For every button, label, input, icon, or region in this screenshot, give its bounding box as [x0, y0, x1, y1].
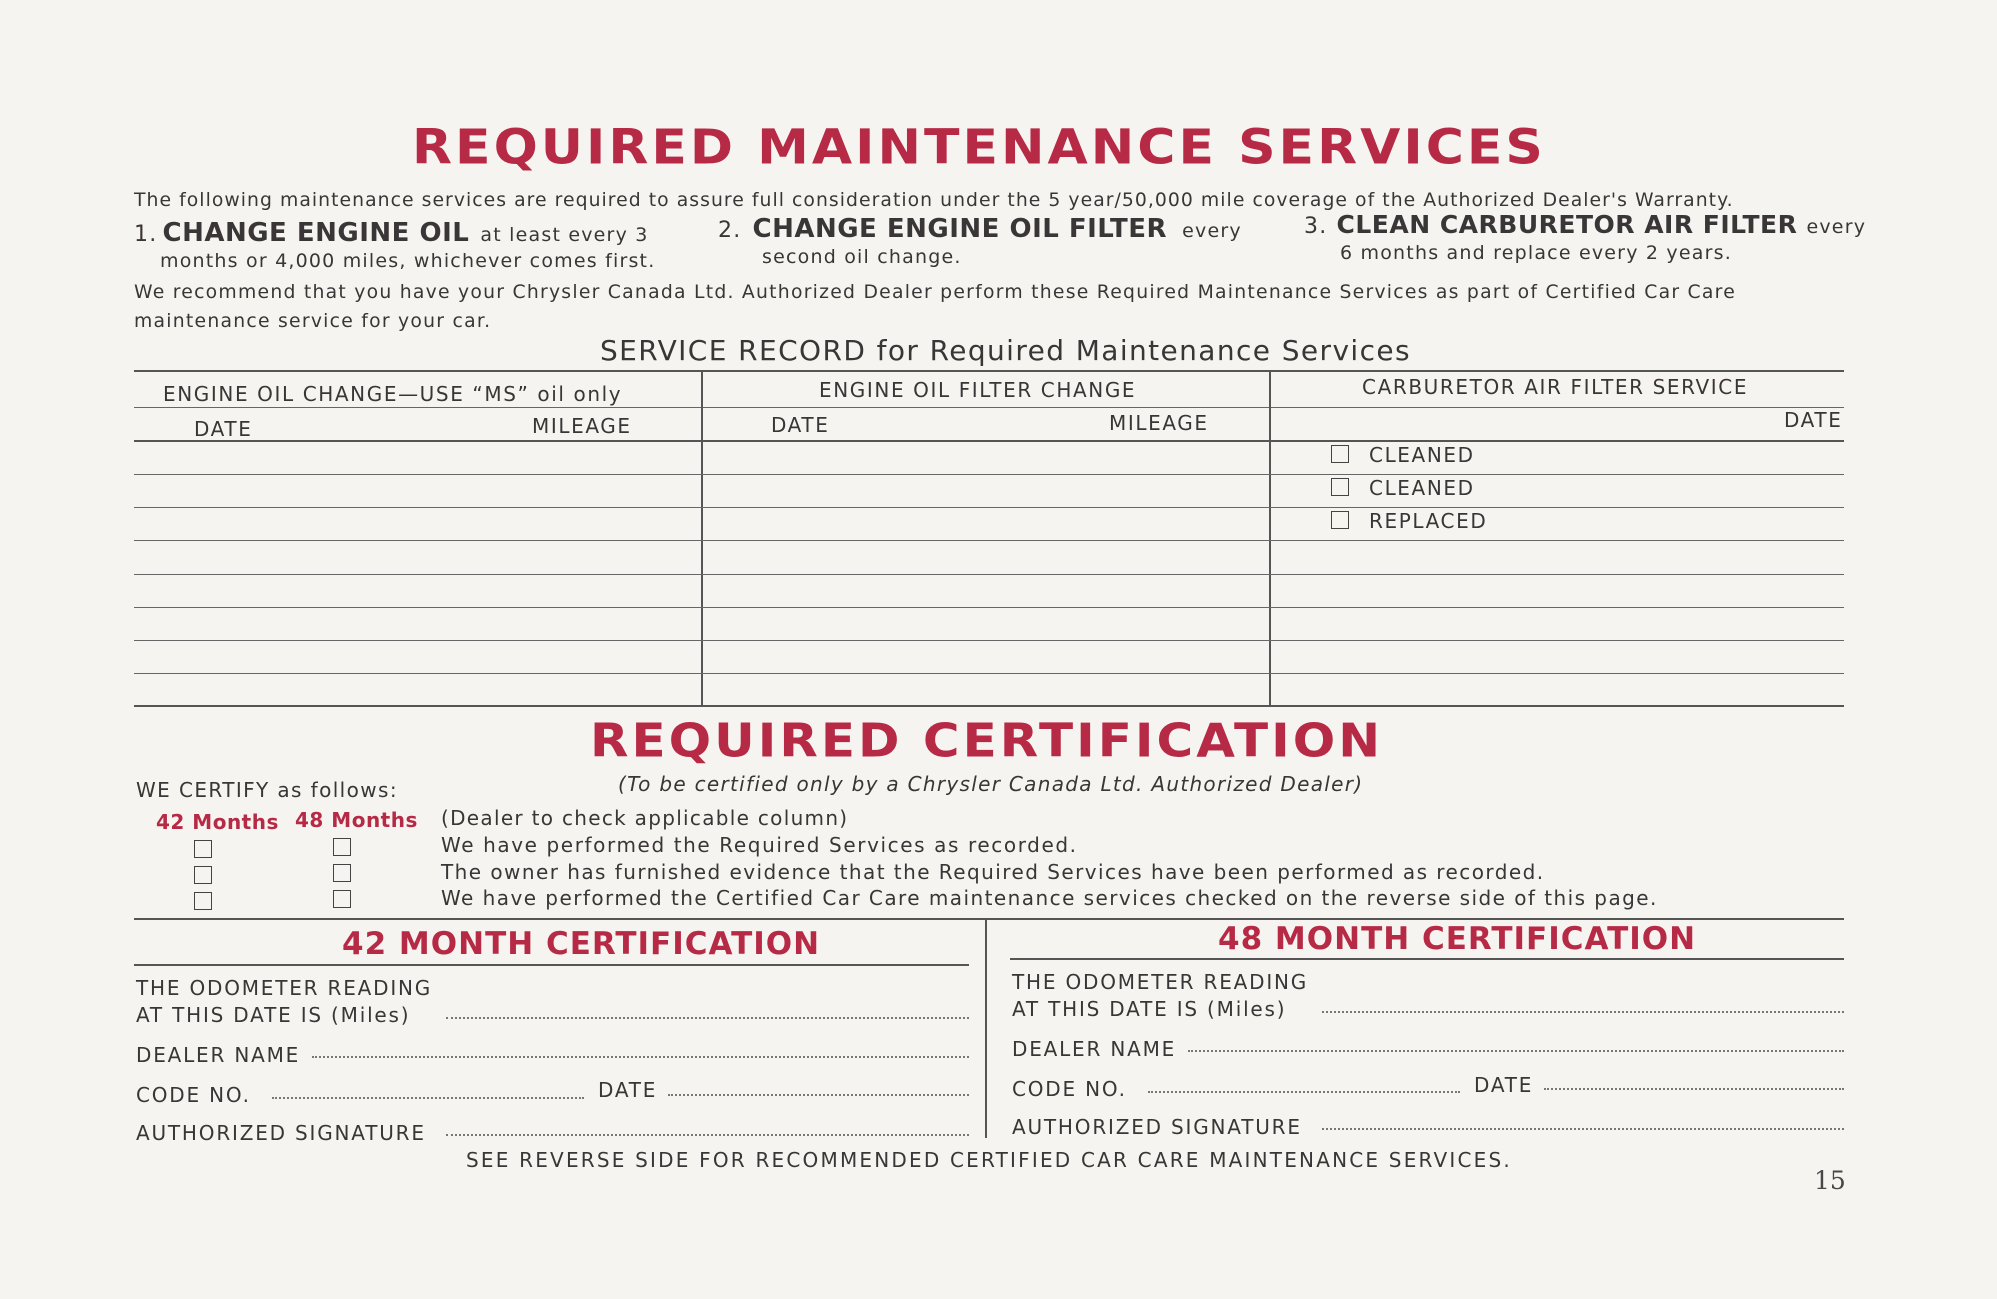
certify-statement: We have performed the Certified Car Care maintenance services checked on the reverse side of this page.	[441, 886, 1658, 910]
air-filter-replaced-checkbox[interactable]	[1331, 511, 1349, 529]
column-subheader-mileage: MILEAGE	[1109, 411, 1209, 435]
date-label: DATE	[1474, 1073, 1534, 1097]
we-certify-label: WE CERTIFY as follows:	[136, 778, 398, 802]
page-title: REQUIRED MAINTENANCE SERVICES	[412, 120, 1546, 176]
table-bottom-rule	[134, 705, 1844, 707]
signature-label: AUTHORIZED SIGNATURE	[136, 1121, 426, 1145]
odometer-field[interactable]	[446, 1017, 969, 1019]
column-subheader-mileage: MILEAGE	[532, 414, 632, 438]
date-label: DATE	[598, 1078, 658, 1102]
odometer-field[interactable]	[1322, 1011, 1844, 1013]
code-no-label: CODE NO.	[136, 1083, 251, 1107]
certify-48-checkbox[interactable]	[333, 864, 351, 882]
column-subheader-date: DATE	[1784, 408, 1843, 432]
certify-42-checkbox[interactable]	[194, 892, 212, 910]
date-field[interactable]	[668, 1094, 969, 1096]
dealer-name-label: DEALER NAME	[1012, 1037, 1177, 1061]
column-divider	[1269, 370, 1271, 706]
certification-title: REQUIRED CERTIFICATION	[590, 714, 1384, 768]
service-number: 3.	[1304, 214, 1328, 239]
table-row[interactable]	[134, 507, 1844, 508]
table-subheader-rule	[134, 440, 1844, 442]
service-item-3-detail: 6 months and replace every 2 years.	[1340, 242, 1732, 264]
certify-statement: We have performed the Required Services as recorded.	[441, 833, 1078, 857]
certify-42-checkbox[interactable]	[194, 866, 212, 884]
dealer-check-note: (Dealer to check applicable column)	[441, 806, 849, 830]
service-item-2	[718, 214, 1242, 244]
air-filter-check-label: REPLACED	[1369, 509, 1488, 533]
column-42-months: 42 Months	[156, 810, 279, 834]
service-detail: at least every 3	[480, 224, 649, 246]
air-filter-cleaned-checkbox[interactable]	[1331, 478, 1349, 496]
table-row[interactable]	[134, 474, 1844, 475]
recommend-line-1: We recommend that you have your Chrysler Canada Ltd. Authorized Dealer perform these Required Maintenance Services as part of Certified Car Care	[134, 282, 1737, 303]
air-filter-cleaned-checkbox[interactable]	[1331, 445, 1349, 463]
service-number: 2.	[718, 218, 742, 243]
footer-note: SEE REVERSE SIDE FOR RECOMMENDED CERTIFIED CAR CARE MAINTENANCE SERVICES.	[466, 1148, 1512, 1172]
odometer-label: THE ODOMETER READING	[136, 976, 433, 1000]
column-header-filter-change: ENGINE OIL FILTER CHANGE	[819, 378, 1137, 402]
service-title: CHANGE ENGINE OIL FILTER	[752, 214, 1168, 244]
service-item-2-detail: second oil change.	[762, 246, 962, 268]
page-number: 15	[1814, 1166, 1846, 1195]
certify-48-checkbox[interactable]	[333, 838, 351, 856]
odometer-label: AT THIS DATE IS (Miles)	[1012, 997, 1287, 1021]
service-item-1-detail: months or 4,000 miles, whichever comes first.	[160, 250, 656, 272]
dealer-name-field[interactable]	[312, 1056, 969, 1058]
service-detail: every	[1182, 220, 1242, 242]
table-header-rule	[134, 407, 1844, 408]
certify-48-checkbox[interactable]	[333, 890, 351, 908]
code-no-field[interactable]	[1148, 1091, 1460, 1093]
air-filter-check-label: CLEANED	[1369, 476, 1475, 500]
code-no-label: CODE NO.	[1012, 1077, 1127, 1101]
table-row[interactable]	[134, 574, 1844, 575]
air-filter-check-label: CLEANED	[1369, 443, 1475, 467]
column-subheader-date: DATE	[194, 417, 253, 441]
table-top-rule	[134, 370, 1844, 372]
cert-48-title: 48 MONTH CERTIFICATION	[1218, 921, 1697, 957]
certification-rule	[134, 918, 1844, 920]
column-subheader-date: DATE	[771, 413, 830, 437]
service-item-1	[134, 218, 649, 248]
certify-statement: The owner has furnished evidence that the Required Services have been performed as recorded.	[441, 860, 1545, 884]
date-field[interactable]	[1544, 1088, 1844, 1090]
code-no-field[interactable]	[272, 1097, 584, 1099]
certification-subtitle: (To be certified only by a Chrysler Canada Ltd. Authorized Dealer)	[618, 772, 1364, 796]
service-title: CHANGE ENGINE OIL	[162, 218, 470, 248]
odometer-label: THE ODOMETER READING	[1012, 970, 1309, 994]
service-number: 1.	[134, 222, 158, 247]
intro-text: The following maintenance services are required to assure full consideration under the 5 year/50,000 mile coverage of the Authorized Dealer's Warranty.	[134, 190, 1734, 211]
table-row[interactable]	[134, 540, 1844, 541]
table-row[interactable]	[134, 673, 1844, 674]
signature-field[interactable]	[446, 1134, 969, 1136]
column-divider	[701, 370, 703, 706]
cert-42-rule	[134, 964, 969, 966]
service-title: CLEAN CARBURETOR AIR FILTER	[1336, 210, 1798, 239]
signature-label: AUTHORIZED SIGNATURE	[1012, 1115, 1302, 1139]
odometer-label: AT THIS DATE IS (Miles)	[136, 1003, 411, 1027]
table-row[interactable]	[134, 640, 1844, 641]
dealer-name-field[interactable]	[1188, 1050, 1844, 1052]
column-header-oil-change: ENGINE OIL CHANGE—USE “MS” oil only	[163, 382, 623, 406]
table-row[interactable]	[134, 607, 1844, 608]
signature-field[interactable]	[1322, 1128, 1844, 1130]
cert-48-rule	[1010, 958, 1844, 960]
recommend-line-2: maintenance service for your car.	[134, 311, 492, 332]
column-header-air-filter: CARBURETOR AIR FILTER SERVICE	[1362, 375, 1749, 399]
column-48-months: 48 Months	[295, 808, 418, 832]
service-detail: every	[1806, 216, 1867, 238]
dealer-name-label: DEALER NAME	[136, 1043, 301, 1067]
service-record-title: SERVICE RECORD for Required Maintenance Services	[600, 334, 1412, 367]
certify-42-checkbox[interactable]	[194, 840, 212, 858]
cert-42-title: 42 MONTH CERTIFICATION	[342, 926, 821, 962]
service-item-3	[1304, 210, 1866, 239]
certification-divider	[985, 918, 987, 1138]
